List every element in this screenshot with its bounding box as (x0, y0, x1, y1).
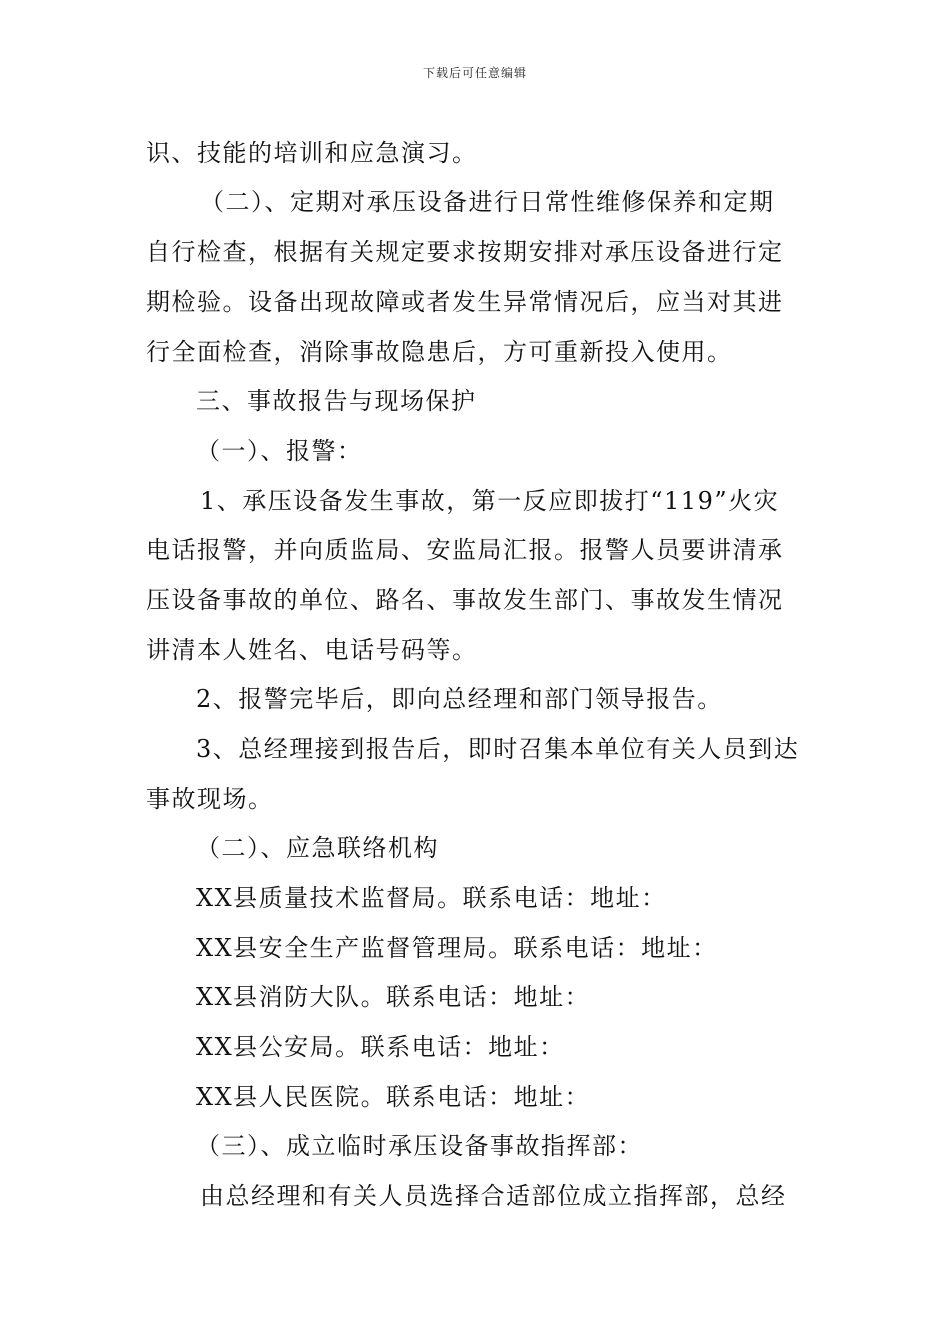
section-heading-3: 三、事故报告与现场保护 (196, 387, 477, 415)
contact-line-police: XX县公安局。联系电话：地址： (196, 1033, 565, 1061)
body-line-11: 讲清本人姓名、电话号码等。 (146, 636, 478, 664)
body-line-1: 识、技能的培训和应急演习。 (146, 139, 478, 167)
body-line-5: 行全面检查，消除事故隐患后，方可重新投入使用。 (146, 338, 733, 366)
page-header: 下载后可任意编辑 (422, 66, 527, 80)
contact-line-hospital: XX县人民医院。联系电话：地址： (196, 1083, 591, 1111)
body-line-9: 电话报警，并向质监局、安监局汇报。报警人员要讲清承 (146, 536, 784, 564)
body-line-3: 自行检查，根据有关规定要求按期安排对承压设备进行定 (146, 238, 784, 266)
body-line-12: 2、报警完毕后，即向总经理和部门领导报告。 (196, 685, 723, 713)
subsection-heading-command: （三）、成立临时承压设备事故指挥部： (196, 1132, 643, 1160)
body-line-8: 1、承压设备发生事故，第一反应即拔打“119”火灾 (200, 487, 780, 515)
body-line-13: 3、总经理接到报告后，即时召集本单位有关人员到达 (196, 735, 800, 763)
contact-line-fire-brigade: XX县消防大队。联系电话：地址： (196, 983, 591, 1011)
body-line-10: 压设备事故的单位、路名、事故发生部门、事故发生情况 (146, 586, 784, 614)
subsection-heading-alarm: （一）、报警： (196, 437, 363, 465)
body-line-4: 期检验。设备出现故障或者发生异常情况后，应当对其进 (146, 288, 784, 316)
contact-line-quality-bureau: XX县质量技术监督局。联系电话：地址： (196, 884, 667, 912)
subsection-heading-contacts: （二）、应急联络机构 (196, 834, 439, 862)
body-line-22: 由总经理和有关人员选择合适部位成立指挥部，总经 (200, 1182, 787, 1210)
body-line-14: 事故现场。 (146, 785, 274, 813)
contact-line-safety-bureau: XX县安全生产监督管理局。联系电话：地址： (196, 934, 718, 962)
body-line-2: （二）、定期对承压设备进行日常性维修保养和定期 (200, 188, 775, 216)
